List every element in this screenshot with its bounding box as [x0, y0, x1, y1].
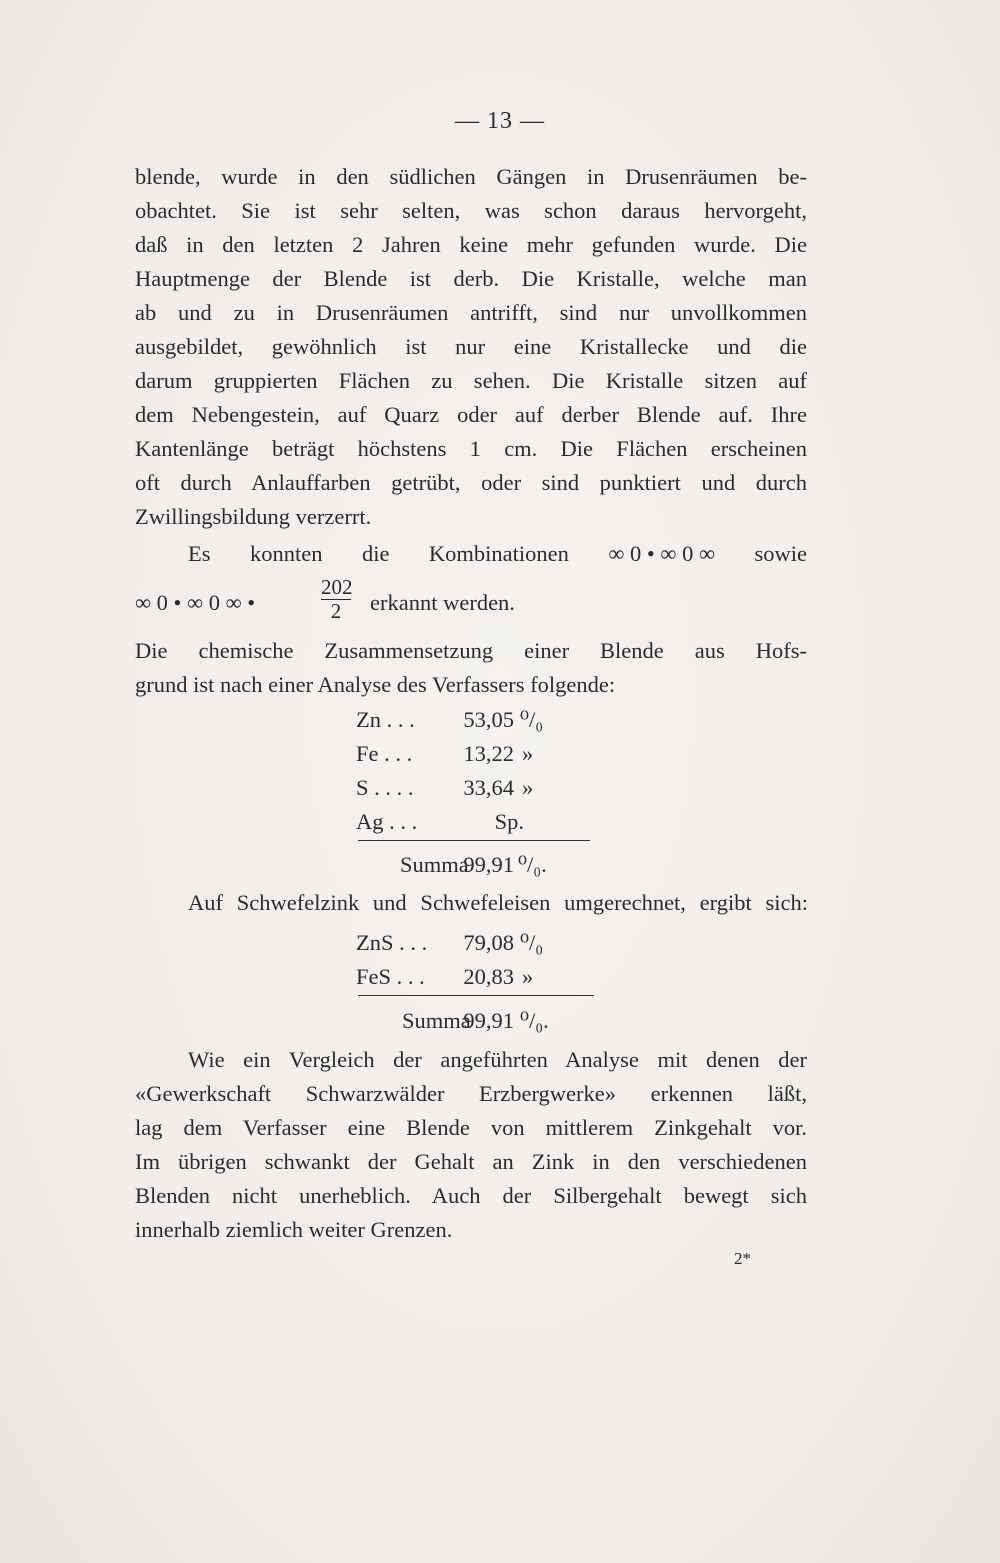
sum-value: 99,91 [463, 1008, 514, 1033]
text-line: grund ist nach einer Analyse des Verfassers folgende: [135, 672, 616, 697]
unit: » [522, 964, 534, 989]
unit: ⁰/₀. [520, 1008, 549, 1033]
element-label: Ag . . . [356, 809, 418, 834]
value: 33,64 [463, 775, 514, 800]
text-line: dem Nebengestein, auf Quarz oder auf derber Blende auf. Ihre [135, 402, 807, 427]
value: Sp. [494, 809, 524, 834]
text-line: blende, wurde in den südlichen Gängen in Drusenräumen be- [135, 164, 807, 189]
text-line: ab und zu in Drusenräumen antrifft, sind nur unvollkommen [135, 300, 807, 325]
text-line: oft durch Anlauffarben getrübt, oder sind punktiert und durch [135, 470, 807, 495]
text-line: Im übrigen schwankt der Gehalt an Zink in den verschiedenen [135, 1149, 807, 1174]
table-row [356, 960, 596, 994]
table-row [356, 703, 596, 737]
unit: ⁰/₀ [520, 930, 544, 955]
text-line: erkannt werden. [370, 590, 515, 615]
combinations-line-1 [188, 537, 807, 571]
analysis-table-1 [356, 703, 596, 883]
text-line: darum gruppierten Flächen zu sehen. Die Kristalle sitzen auf [135, 368, 807, 393]
word: sowie [754, 541, 807, 566]
text-line: ausgebildet, gewöhnlich ist nur eine Kristallecke und die [135, 334, 807, 359]
text-line: Blenden nicht unerheblich. Auch der Silbergehalt bewegt sich [135, 1183, 807, 1208]
paragraph-1 [135, 160, 807, 534]
sum-value: 99,91 [463, 852, 514, 877]
unit: » [522, 775, 534, 800]
word: Kombinationen [428, 541, 569, 566]
table-row [356, 737, 596, 771]
text-line: Wie ein Vergleich der angeführten Analyse mit denen der [188, 1047, 807, 1072]
element-label: S . . . . [356, 775, 414, 800]
table-row [356, 771, 596, 805]
paragraph-3 [188, 886, 808, 920]
element-label: Zn . . . [356, 707, 415, 732]
unit: ⁰/₀. [518, 852, 547, 877]
table-row [356, 926, 596, 960]
text-line: Kantenlänge beträgt höchstens 1 cm. Die Flächen erscheinen [135, 436, 807, 461]
sum-label: Summa [402, 1008, 471, 1033]
fraction-numerator: 202 [321, 575, 353, 599]
signature-mark: 2* [734, 1249, 751, 1268]
text-line: innerhalb ziemlich weiter Grenzen. [135, 1217, 453, 1242]
table-row [356, 805, 596, 839]
element-label: ZnS . . . [356, 930, 428, 955]
word: die [361, 541, 390, 566]
element-label: Fe . . . [356, 741, 413, 766]
text-line: Hauptmenge der Blende ist derb. Die Kristalle, welche man [135, 266, 807, 291]
word: konnten [249, 541, 323, 566]
text-line: obachtet. Sie ist sehr selten, was schon daraus hervorgeht, [135, 198, 807, 223]
sum-rule [358, 995, 594, 996]
text-line: Auf Schwefelzink und Schwefeleisen umgerechnet, ergibt sich: [188, 890, 808, 915]
unit: ⁰/₀ [520, 707, 544, 732]
sum-label: Summa [400, 852, 469, 877]
crystal-form-formula: ∞ 0 • ∞ 0 ∞ • [135, 590, 256, 615]
unit: » [522, 741, 534, 766]
paragraph-4 [135, 1043, 807, 1247]
element-label: FeS . . . [356, 964, 425, 989]
value: 53,05 [463, 707, 514, 732]
word: Es [188, 541, 211, 566]
value: 79,08 [463, 930, 514, 955]
text-line: Die chemische Zusammensetzung einer Blende aus Hofs- [135, 638, 807, 663]
crystal-form-formula: ∞ 0 • ∞ 0 ∞ [608, 541, 715, 566]
text-line: «Gewerkschaft Schwarzwälder Erzbergwerke» erkennen läßt, [135, 1081, 807, 1106]
fraction [321, 576, 351, 622]
fraction-denominator: 2 [330, 599, 342, 623]
text-line: daß in den letzten 2 Jahren keine mehr gefunden wurde. Die [135, 232, 807, 257]
analysis-table-2 [356, 926, 616, 1038]
text-line: lag dem Verfasser eine Blende von mittlerem Zinkgehalt vor. [135, 1115, 807, 1140]
text-line: Zwillingsbildung verzerrt. [135, 504, 372, 529]
sum-rule [358, 840, 590, 841]
sum-row [356, 848, 616, 882]
value: 20,83 [463, 964, 514, 989]
page-number: — 13 — [455, 108, 545, 134]
sum-row [356, 1004, 616, 1038]
value: 13,22 [463, 741, 514, 766]
paragraph-2 [135, 634, 807, 702]
